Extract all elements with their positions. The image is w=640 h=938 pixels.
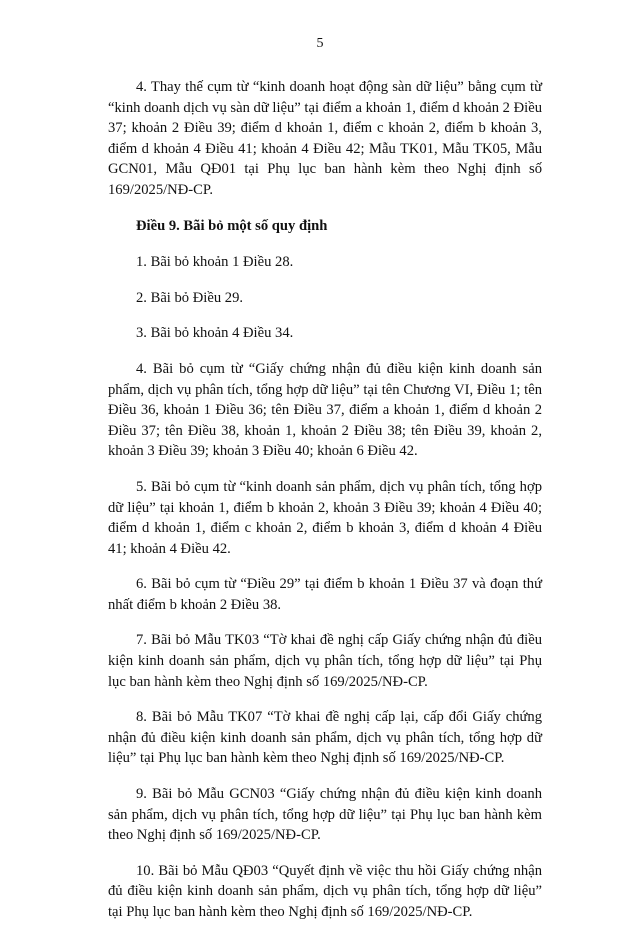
list-item: 3. Bãi bỏ khoản 4 Điều 34. [136,325,294,342]
article-heading: Điều 9. Bãi bỏ một số quy định [136,217,328,234]
list-item: 4. Bãi bỏ cụm từ “Giấy chứng nhận đủ điều kiện kinh doanh sản phẩm, dịch vụ phân tích, tổng hợp dữ liệu” tại tên Chương VI, Điều 1; tên Điều 36, khoản 1 Điều 36; tên Điều 37, điểm a khoản 1, điểm d khoản 2 Điều 37; tên Điều 38, khoản 1, khoản 2 Điều 38; tên Điều 39, khoản 2, khoản 3 Điều 39; khoản 3 Điều 40; khoản 6 Điều 42. [108,360,542,460]
list-item: 10. Bãi bỏ Mẫu QĐ03 “Quyết định về việc thu hồi Giấy chứng nhận đủ điều kiện kinh doanh sản phẩm, dịch vụ phân tích, tổng hợp dữ liệu” tại Phụ lục ban hành kèm theo Nghị định số 169/2025/NĐ-CP. [108,862,542,920]
paragraph-amendment-4: 4. Thay thế cụm từ “kinh doanh hoạt động sàn dữ liệu” bằng cụm từ “kinh doanh dịch vụ sàn dữ liệu” tại điểm a khoản 1, điểm d khoản 2 Điều 37; khoản 2 Điều 39; điểm d khoản 1, điểm c khoản 2, điểm b khoản 3, điểm d khoản 4 Điều 41; khoản 4 Điều 42; Mẫu TK01, Mẫu TK05, Mẫu GCN01, Mẫu QĐ01 tại Phụ lục ban hành kèm theo Nghị định số 169/2025/NĐ-CP. [108,79,542,198]
list-item: 6. Bãi bỏ cụm từ “Điều 29” tại điểm b khoản 1 Điều 37 và đoạn thứ nhất điểm b khoản 2 Điều 38. [108,576,542,613]
list-item: 5. Bãi bỏ cụm từ “kinh doanh sản phẩm, dịch vụ phân tích, tổng hợp dữ liệu” tại khoản 1, điểm b khoản 2, khoản 3 Điều 39; khoản 4 Điều 40; điểm d khoản 1, điểm c khoản 2, điểm b khoản 3, điểm d khoản 4 Điều 41; khoản 4 Điều 42. [108,478,542,557]
list-item: 1. Bãi bỏ khoản 1 Điều 28. [136,254,294,271]
list-item: 8. Bãi bỏ Mẫu TK07 “Tờ khai đề nghị cấp lại, cấp đổi Giấy chứng nhận đủ điều kiện kinh doanh sản phẩm, dịch vụ phân tích, tổng hợp dữ liệu” tại Phụ lục ban hành kèm theo Nghị định số 169/2025/NĐ-CP. [108,709,542,767]
list-item: 2. Bãi bỏ Điều 29. [136,289,244,306]
document-body [108,77,542,938]
list-item: 7. Bãi bỏ Mẫu TK03 “Tờ khai đề nghị cấp Giấy chứng nhận đủ điều kiện kinh doanh sản phẩm, dịch vụ phân tích, tổng hợp dữ liệu” tại Phụ lục ban hành kèm theo Nghị định số 169/2025/NĐ-CP. [108,632,542,690]
page-number: 5 [316,36,324,51]
list-item: 9. Bãi bỏ Mẫu GCN03 “Giấy chứng nhận đủ điều kiện kinh doanh sản phẩm, dịch vụ phân tích, tổng hợp dữ liệu” tại Phụ lục ban hành kèm theo Nghị định số 169/2025/NĐ-CP. [108,786,542,844]
